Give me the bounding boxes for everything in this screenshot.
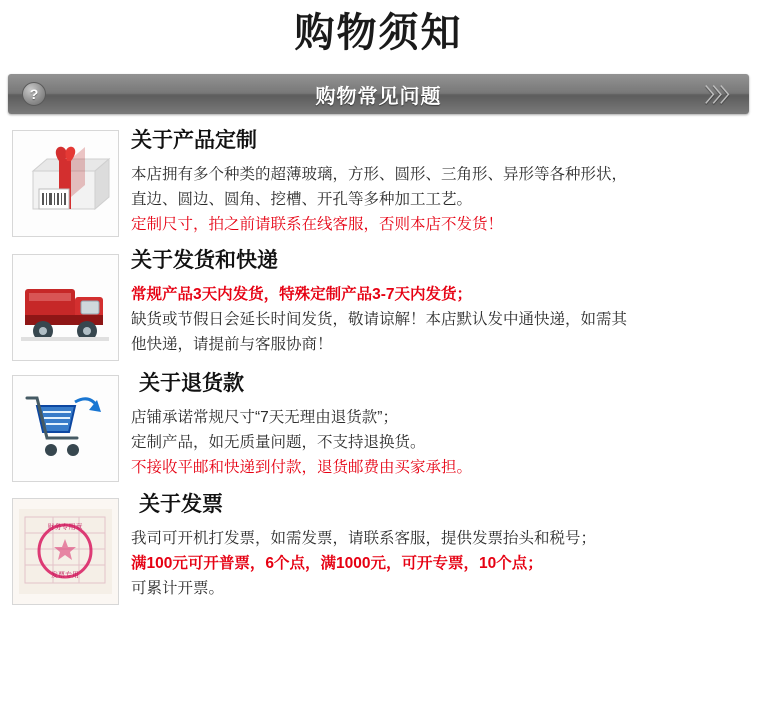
section-line-highlight: 不接收平邮和快递到付款，退货邮费由买家承担。 — [131, 459, 473, 477]
faq-banner-title: 购物常见问题 — [315, 85, 442, 108]
section-line-highlight: 定制尺寸，拍之前请联系在线客服，否则本店不发货！ — [131, 216, 504, 234]
faq-banner — [8, 74, 749, 114]
page-title: 购物须知 — [294, 11, 463, 55]
delivery-truck-icon — [12, 254, 119, 361]
chevron-right-icon: 〉〉〉 — [704, 85, 737, 107]
faq-section-body — [131, 488, 745, 602]
faq-list — [0, 114, 757, 605]
svg-text:发票专用: 发票专用 — [51, 571, 79, 579]
shopping-cart-icon — [12, 375, 119, 482]
section-line: 我司可开机打发票，如需发票，请联系客服，提供发票抬头和税号； — [131, 529, 597, 547]
faq-section-body — [131, 124, 745, 238]
section-line-highlight: 常规产品3天内发货，特殊定制产品3-7天内发货； — [131, 285, 473, 303]
section-line: 本店拥有多个种类的超薄玻璃，方形、圆形、三角形、异形等各种形状， — [131, 166, 628, 184]
invoice-stamp-icon — [12, 498, 119, 605]
faq-section-returns — [12, 367, 745, 482]
faq-section-invoice — [12, 488, 745, 605]
section-line-highlight: 满100元可开普票，6个点，满1000元，可开专票，10个点； — [131, 554, 543, 572]
section-line: 定制产品，如无质量问题，不支持退换货。 — [131, 433, 426, 451]
svg-text:财务专用章: 财务专用章 — [47, 523, 83, 531]
section-line: 店铺承诺常规尺寸“7天无理由退货款”； — [131, 408, 398, 426]
question-mark-icon: ? — [22, 82, 46, 106]
section-line: 可累计开票。 — [131, 580, 225, 598]
section-title: 关于产品定制 — [131, 129, 257, 152]
section-title: 关于退货款 — [139, 371, 244, 395]
section-title: 关于发票 — [139, 492, 223, 516]
section-title: 关于发货和快递 — [131, 248, 278, 272]
section-line: 他快递，请提前与客服协商！ — [131, 336, 333, 354]
section-line: 直边、圆边、圆角、挖槽、开孔等多种加工工艺。 — [131, 191, 473, 209]
faq-section-body — [131, 244, 745, 358]
faq-section-shipping — [12, 244, 745, 361]
gift-box-icon — [12, 130, 119, 237]
faq-section-body — [131, 367, 745, 481]
faq-section-customization — [12, 124, 745, 238]
section-line: 缺货或节假日会延长时间发货，敬请谅解！本店默认发中通快递，如需其 — [131, 310, 628, 328]
